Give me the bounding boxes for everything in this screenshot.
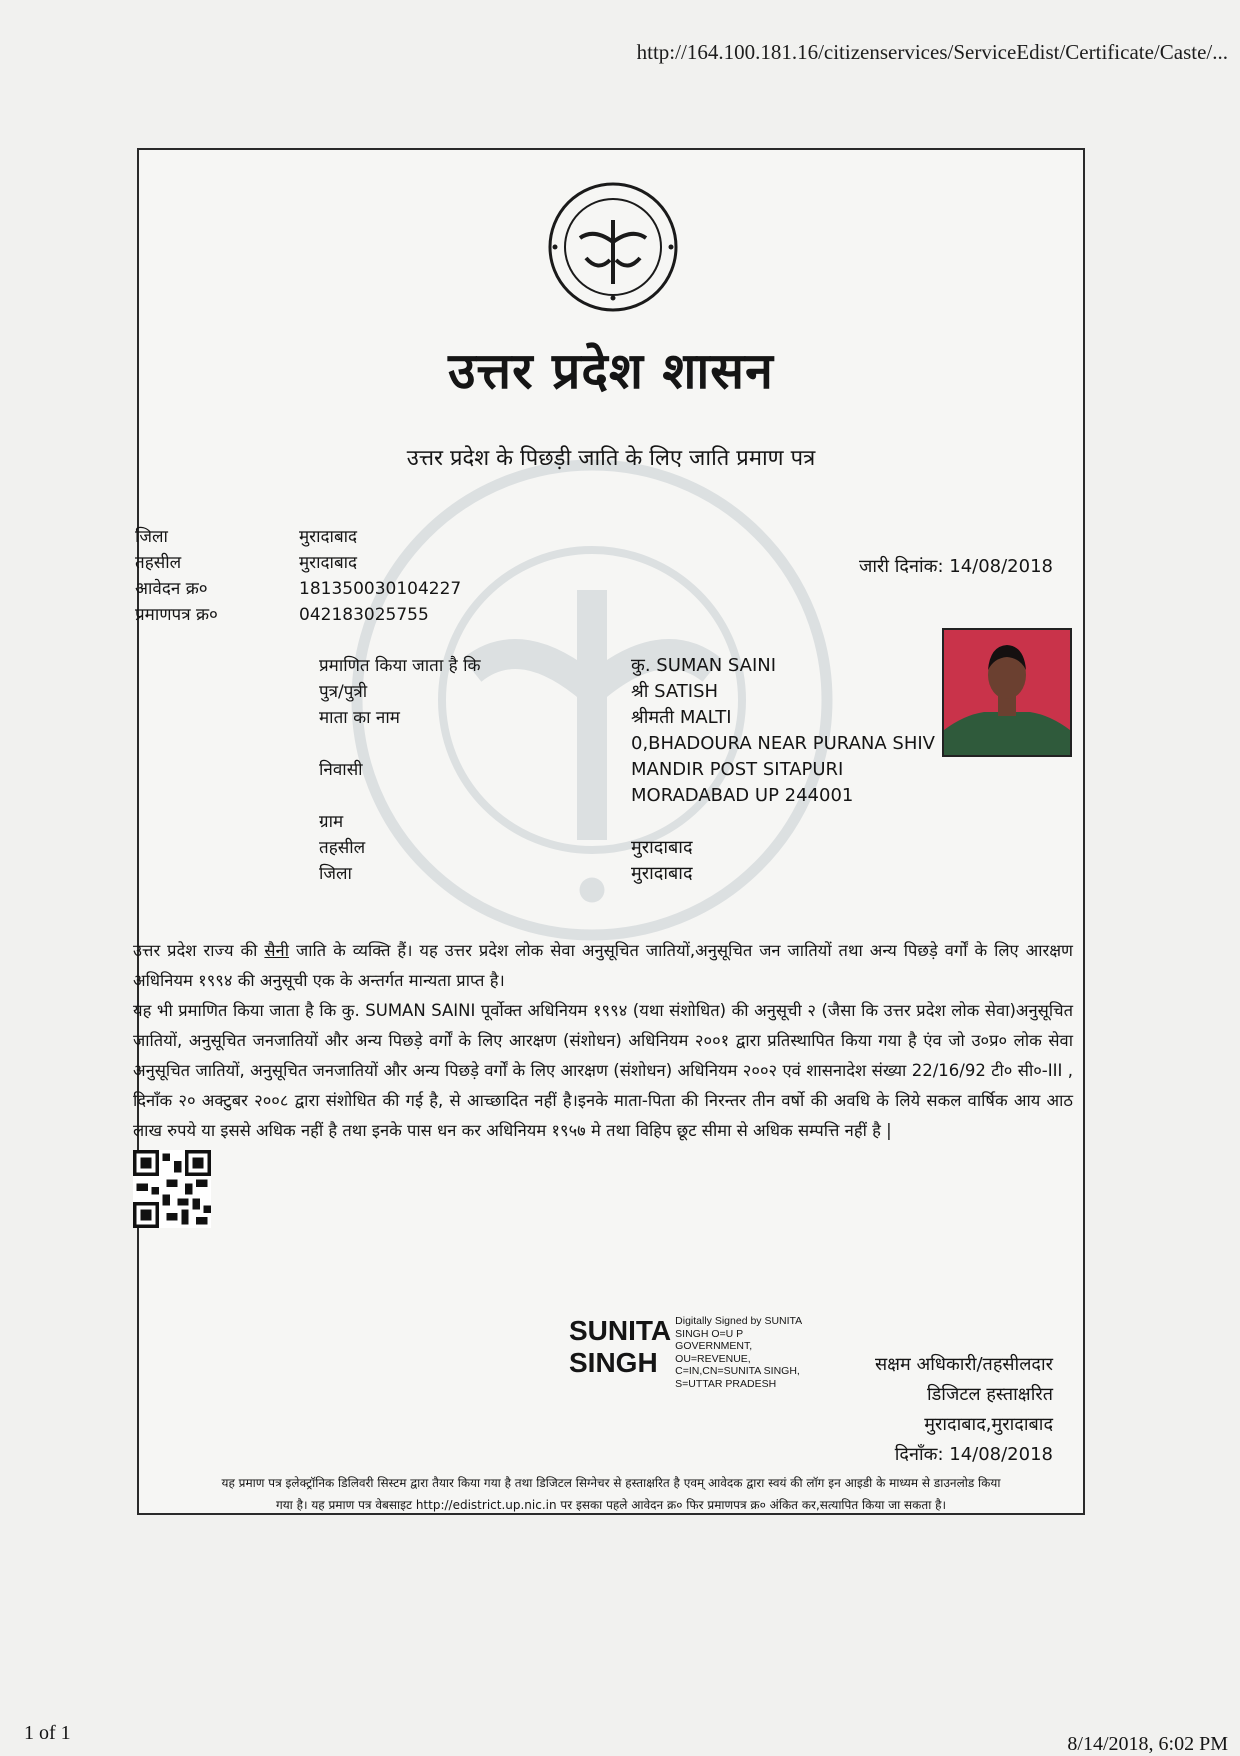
body-text: जाति के व्यक्ति हैं। यह उत्तर प्रदेश लोक सेवा अनुसूचित जातियों,अनुसूचित जन जातियों तथा अन्य पिछड़े वर्गों के लिए आरक्षण अधिनियम १९९४ की अनुसूची एक के अन्तर्गत मान्यता प्राप्त है। <box>133 941 1073 990</box>
up-government-emblem <box>546 180 680 314</box>
footer-line: गया है। यह प्रमाण पत्र वेबसाइट http://edistrict.up.nic.in पर इसका पहले आवेदन क्र० फिर प्रमाणपत्र क्र० अंकित कर,सत्यापित किया जा सकता है। <box>275 1498 947 1512</box>
meta-row-tehsil <box>135 550 461 576</box>
issue-date: जारी दिनांक: 14/08/2018 <box>859 556 1053 577</box>
applicant-photo <box>942 628 1072 757</box>
digital-signature <box>569 1315 802 1390</box>
officer-location: मुरादाबाद,मुरादाबाद <box>924 1414 1053 1435</box>
address-line: MORADABAD UP 244001 <box>631 785 854 806</box>
meta-label: तहसील <box>135 553 182 573</box>
signature-detail-line: Digitally Signed by SUNITA <box>675 1315 803 1327</box>
officer-signature-type: डिजिटल हस्ताक्षरित <box>927 1384 1053 1405</box>
application-meta <box>135 524 461 628</box>
certificate <box>133 148 1085 1515</box>
signature-detail-line: C=IN,CN=SUNITA SINGH, <box>675 1365 800 1377</box>
meta-value: मुरादाबाद <box>299 527 358 547</box>
footer-line: यह प्रमाण पत्र इलेक्ट्रॉनिक डिलिवरी सिस्टम द्वारा तैयार किया गया है तथा डिजिटल सिग्नेचर से हस्ताक्षरित है एवम् आवेदक द्वारा स्वयं की लॉग इन आइडी के माध्यम से डाउनलोड किया <box>221 1476 1001 1490</box>
person-photo-icon <box>944 630 1070 755</box>
meta-label: आवेदन क्र० <box>135 579 208 599</box>
meta-row-application-no <box>135 576 461 602</box>
signature-detail-line: GOVERNMENT, <box>675 1340 753 1352</box>
meta-label: प्रमाणपत्र क्र० <box>135 605 218 625</box>
officer-date: दिनाँक: 14/08/2018 <box>894 1444 1053 1465</box>
verification-note <box>139 1472 1083 1516</box>
resident-label: निवासी <box>319 760 363 780</box>
applicant-name: कु. SUMAN SAINI <box>631 655 777 676</box>
browser-url: http://164.100.181.16/citizenservices/ServiceEdist/Certificate/Caste/... <box>636 40 1228 64</box>
certificate-body <box>133 936 1073 1146</box>
officer-designation: सक्षम अधिकारी/तहसीलदार <box>874 1354 1053 1375</box>
tehsil-label: तहसील <box>319 838 366 858</box>
page-count: 1 of 1 <box>24 1722 71 1744</box>
relation-label: पुत्र/पुत्री <box>319 682 368 702</box>
signature-detail-line: SINGH O=U P <box>675 1327 744 1340</box>
meta-row-district <box>135 524 461 550</box>
district-value: मुरादाबाद <box>631 863 693 884</box>
tehsil-value: मुरादाबाद <box>631 837 693 858</box>
print-timestamp: 8/14/2018, 6:02 PM <box>1067 1733 1228 1755</box>
issuing-officer <box>875 1350 1053 1470</box>
meta-value: मुरादाबाद <box>299 553 358 573</box>
district-label: जिला <box>319 864 352 884</box>
signer-name <box>569 1315 671 1379</box>
signature-detail-line: OU=REVENUE, <box>675 1352 751 1365</box>
village-label: ग्राम <box>319 812 344 832</box>
caste-paragraph <box>133 936 1073 996</box>
income-paragraph: यह भी प्रमाणित किया जाता है कि कु. SUMAN SAINI पूर्वोक्त अधिनियम १९९४ (यथा संशोधित) की अनुसूची २ (जैसा कि उत्तर प्रदेश लोक सेवा)अनुसूचित जातियों, अनुसूचित जनजातियों और अन्य पिछड़े वर्गों के लिए आरक्षण (संशोधन) अधिनियम २००१ द्वारा प्रतिस्थापित किया गया है एंव जो उ०प्र० लोक सेवा अनुसूचित जातियों, अनुसूचित जनजातियों और अन्य पिछड़े वर्गों के लिए आरक्षण (संशोधन) अधिनियम २००२ एवं शासनादेश संख्या 22/16/92 टी० सी०-III , दिनाँक २० अक्टुबर २००८ द्वारा संशोधित की गई है, से आच्छादित नहीं है।इनके माता-पिता की निरन्तर तीन वर्षो की अवधि के लिये सकल वार्षिक आय आठ लाख रुपये या इससे अधिक नहीं है तथा इनके पास धन कर अधिनियम १९५७ मे तथा विहिप छूट सीमा से अधिक सम्पत्ति नहीं है | <box>133 1001 1073 1140</box>
body-text: उत्तर प्रदेश राज्य की <box>133 941 265 960</box>
address-line: 0,BHADOURA NEAR PURANA SHIV <box>631 733 935 754</box>
mother-label: माता का नाम <box>319 708 400 728</box>
signer-first-name: SUNITA <box>569 1315 672 1346</box>
qr-code-icon <box>133 1150 211 1228</box>
government-title: उत्तर प्रदेश शासन <box>448 341 774 400</box>
meta-label: जिला <box>135 527 168 547</box>
signer-last-name: SINGH <box>569 1347 658 1378</box>
father-name: श्री SATISH <box>631 681 719 702</box>
meta-value: 181350030104227 <box>299 579 462 599</box>
certificate-subtitle: उत्तर प्रदेश के पिछड़ी जाति के लिए जाति प्रमाण पत्र <box>406 446 816 471</box>
certify-label: प्रमाणित किया जाता है कि <box>319 656 481 676</box>
signature-detail-line: S=UTTAR PRADESH <box>675 1377 777 1390</box>
caste-name: सैनी <box>264 941 289 960</box>
mother-name: श्रीमती MALTI <box>631 707 732 728</box>
signature-details <box>675 1315 802 1390</box>
address-line: MANDIR POST SITAPURI <box>631 759 844 780</box>
meta-row-certificate-no <box>135 602 461 628</box>
meta-value: 042183025755 <box>299 605 429 625</box>
